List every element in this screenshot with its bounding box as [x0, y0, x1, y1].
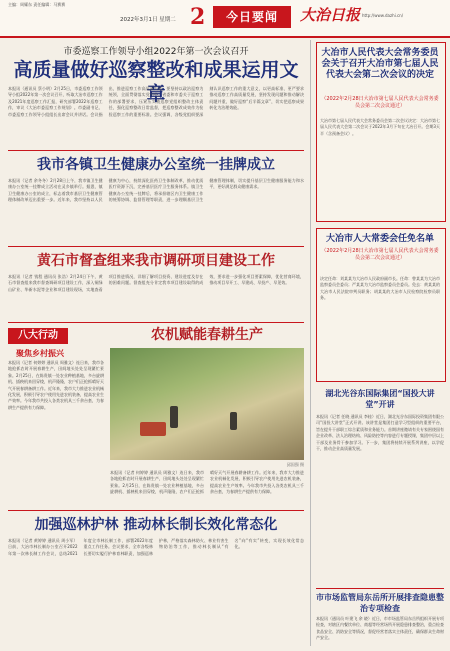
column-divider [310, 40, 311, 646]
lead-headline: 高质量做好巡察整改和成果运用文章 [13, 59, 299, 105]
issue-date: 2022年3月1日 星期二 [120, 17, 176, 23]
feature-body-col2: 本报讯（记者 何婷婷 通讯员 周雅文）连日来，我市各地抢抓农时开展春耕生产，田间地头处处呈现繁忙景象。2月25日，在陈贵镇一处农业种植基地，多台旋耕机、插秧机来回穿梭，机声隆隆，农户们正抢抓晴好天气开展春耕备耕工作。近年来，我市大力推进农业机械化发展，积极引导农户使用先进农机装备，提高农业生产效率。今年我市共投入各类农机具三千余台套，为春耕生产提供有力保障。 [110, 470, 304, 495]
section-divider [8, 246, 304, 247]
story3-body: 本报讯（记者 钱程 通讯员 张浩）2月24日下午，黄石市督查组来我市督查调研项目建设工作，深入铜绿山矿业、华新水泥等企业和项目建设现场，实地查看项目推进情况，详细了解项目投资、建设进度及存在的困难问题。督查组充分肯定我市项目建设取得的成效，要求进一步强化项目要素保障，优化营商环境，推动项目早开工、早建成、早投产、早见效。 [8, 274, 304, 292]
section-divider [8, 322, 304, 323]
notice2-title: 大冶市人大常委会任免名单 [325, 234, 434, 244]
lead-body: 本报讯（通讯员 蔡小明）2月25日，市委巡察工作领导小组2022年第一次会议召开，听取大冶市巡察工作及2021年度巡察工作汇报，研究部署2022年巡察工作，审议《大冶市委巡察工作规划》。市委副书记、市委巡察工作领导小组组长出席会议并讲话。会议指出，推进巡察工作高质量发展，要坚持以政治巡察为统领，全面贯彻落实党中央、省委和市委关于巡察工作的部署要求，压紧压实被巡察党组织整改主体责任，强化巡察整改日常监督，把巡察整改成效作为检验巡察工作的重要标准。会议强调，各级党组织要深刻认识巡察工作的重大意义，以更高标准、更严要求推动巡察工作高质量发展，坚持发现问题和推动解决问题并重，做好巡察“后半篇文章”，切实把巡察成果转化为治理效能。 [8, 86, 304, 117]
story2-headline: 我市各镇卫生健康办公室统一挂牌成立 [37, 157, 275, 173]
sidebar4-body: 本报讯（通讯员 叶建飞 余 晓）近日，市市场监管局东岳所组织开展专项检查，对辖区内餐饮单位、商超等经营场所开展隐患排查整治，重点检查食品安全、消防安全等情况，督促经营者落实主体责任，确保群众生命财产安全。 [316, 616, 444, 641]
page-number: 2 [190, 4, 206, 30]
section-divider [8, 510, 304, 511]
sidebar3-body: 本报讯（记者 任晓 通讯员 李桂）近日，湖北光谷东国际投资集团有限公司“国投大讲堂”正式开讲。该讲堂是集团打造学习型组织的重要平台，旨在提升干部职工综合素质和业务能力。首期讲座邀请有关专家围绕国有企业改革、法人治理结构、风险防控等内容进行专题授课，集团中层以上干部及业务骨干参加学习。下一步，集团将持续开展系列讲座，以学促干，推动企业高质量发展。 [316, 414, 444, 452]
feature-ribbon-sub: 聚焦乡村振兴 [16, 349, 64, 358]
editor-credits: 主编：周耀东 责任编辑：马赛赛 [8, 2, 66, 7]
sidebar4-headline: 市市场监管局东岳所开展排查隐患整治专项检查 [316, 593, 444, 613]
story4-body: 本报讯（记者 黄婷婷 通讯员 周小军）日前，大冶市林长制办公室召开2022年第一次林长制工作会议，总结2021年度全市林长制工作，部署2022年度重点工作任务。会议要求，全市各级林长要切实履行护林育林职责，加强巡林护林，严格落实森林防火、林业有害生物防治等工作，推动林长制从“有名”向“有实”转变，实现长效化常态化。 [8, 538, 304, 556]
story3-headline: 黄石市督查组来我市调研项目建设工作 [37, 253, 275, 269]
newspaper-logo: 大治日报 [300, 6, 361, 24]
story2-body: 本报讯（记者 余冬冬）2月28日上午，我市镇卫生健康办公室统一挂牌成立活动在灵乡镇举行。据悉，镇卫生健康办公室的成立，标志着我市基层卫生健康管理体制改革迈出重要一步。近年来，我市坚持以人民健康为中心，持续深化医药卫生体制改革，推动优质医疗资源下沉，完善基层医疗卫生服务体系。镇卫生健康办公室统一挂牌后，将承担辖区内卫生健康工作的统筹协调、监督管理等职责，进一步理顺基层卫生健康管理体制，切实提升基层卫生健康服务能力和水平，更好满足群众健康需求。 [8, 178, 304, 203]
feature-headline: 农机赋能春耕生产 [151, 327, 263, 343]
website-url[interactable]: http://www.dazhi.cn/ [362, 13, 404, 18]
tractor-figure [140, 422, 166, 436]
feature-body-col1: 本报讯（记者 何婷婷 通讯员 周雅文）连日来，我市各地抢抓农时开展春耕生产，田间地头处处呈现繁忙景象。2月25日，在陈贵镇一处农业种植基地，多台旋耕机、插秧机来回穿梭，机声隆隆，农户们正抢抓晴好天气开展春耕备耕工作。近年来，我市大力推进农业机械化发展，积极引导农户使用先进农机装备，提高农业生产效率。今年我市共投入各类农机具三千余台套，为春耕生产提供有力保障。 [8, 360, 104, 410]
notice1-subtitle: （2022年2月28日大冶市第七届人民代表大会常务委员会第二次会议通过） [321, 96, 439, 109]
notice1-body: 大冶市第七届人民代表大会常务委员会第二次会议决定：大冶市第七届人民代表大会第二次会议于2022年3月下旬在大冶召开。会期3天半（含预备会议）。 [320, 118, 440, 136]
notice2-body: 决定任命：刘某某为大冶市人民政府副市长。任命：曾某某为大冶市监察委员会委员；严某某为大冶市监察委员会委员。免去：黄某某的大冶市人民法院审判员职务；胡某某的大冶市人民检察院检察员职务。 [320, 276, 440, 301]
notice1-title: 大冶市人民代表大会常务委员会关于召开大冶市第七届人民代表大会第二次会议的决定 [321, 48, 439, 80]
lead-kicker: 市委巡察工作领导小组2022年第一次会议召开 [63, 47, 249, 57]
sidebar3-headline: 湖北光谷东国际集团“国投大讲堂”开讲 [325, 389, 435, 409]
story4-headline: 加强巡林护林 推动林长制长效化常态化 [34, 517, 278, 533]
feature-ribbon: 八大行动 [8, 328, 68, 344]
farmer-figure [230, 412, 237, 430]
farm-photo [110, 348, 304, 460]
section-divider [8, 150, 304, 151]
farmer-figure [170, 406, 178, 428]
notice2-subtitle: （2022年2月28日大冶市第七届人民代表大会常务委员会第二次会议通过） [321, 248, 439, 261]
photo-caption: 邱国强 摄 [286, 462, 304, 467]
section-banner: 今日要闻 [213, 6, 291, 28]
section-divider [316, 588, 444, 589]
